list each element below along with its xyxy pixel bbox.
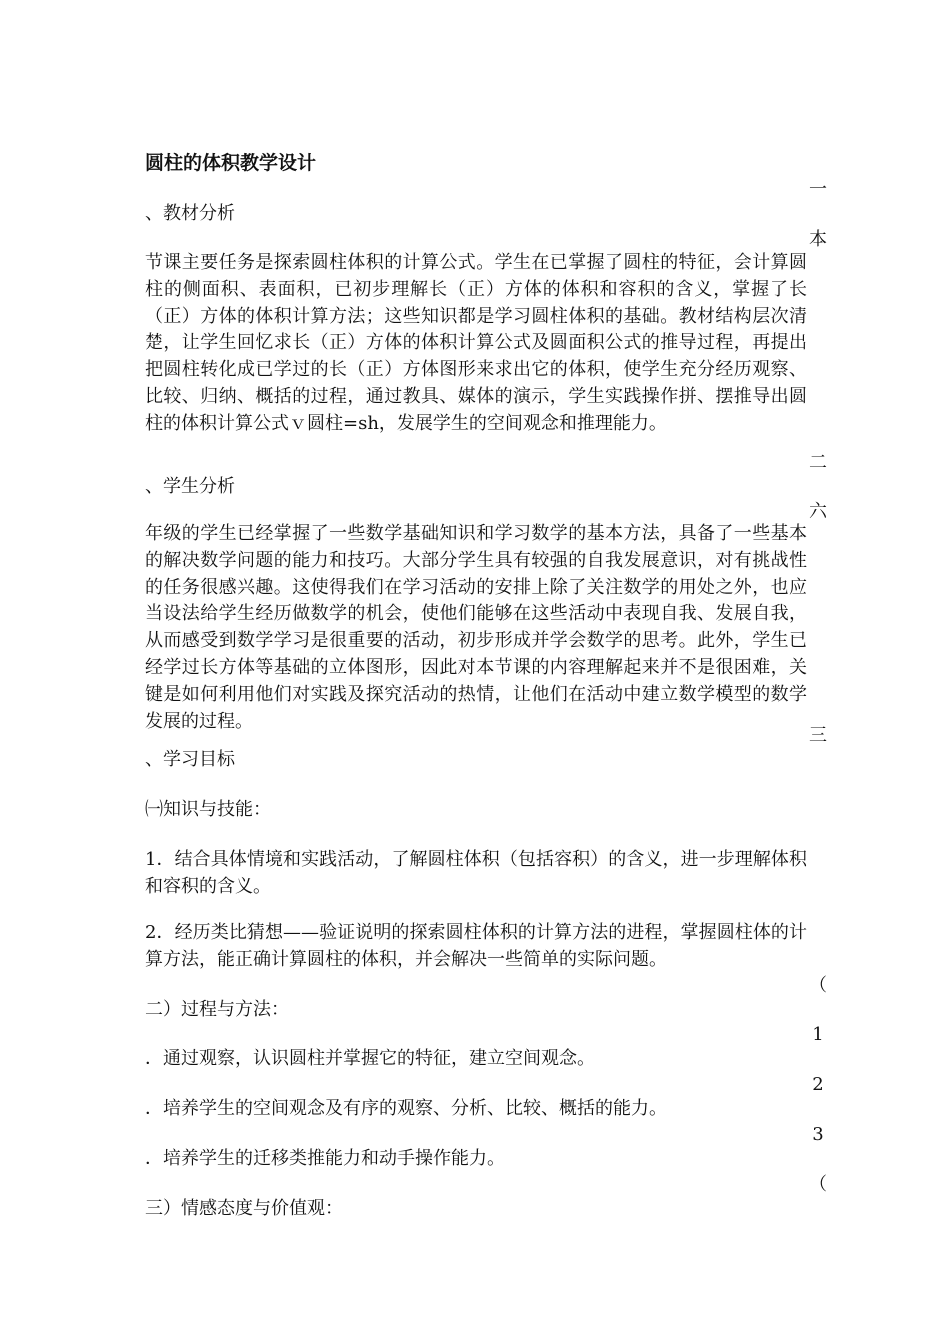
margin-glyph: 六 [809, 501, 827, 522]
list-item-process-3: ．培养学生的迁移类推能力和动手操作能力。 [145, 1148, 505, 1169]
margin-glyph: 本 [809, 229, 827, 250]
margin-glyph: 三 [809, 725, 827, 746]
paragraph-textbook-analysis: 节课主要任务是探索圆柱体积的计算公式。学生在已掌握了圆柱的特征，会计算圆柱的侧面积、表面积，已初步理解长（正）方体的体积和容积的含义，掌握了长（正）方体的体积计算方法；这些知识都是学习圆柱体积的基础。教材结构层次清楚，让学生回忆求长（正）方体的体积计算公式及圆面积公式的推导过程，再提出把圆柱转化成已学过的长（正）方体图形来求出它的体积，使学生充分经历观察、比较、归纳、概括的过程，通过教具、媒体的演示，学生实践操作拼、摆推导出圆柱的体积计算公式ｖ圆柱=sh，发展学生的空间观念和推理能力。 [145, 252, 807, 434]
subheading-process-methods: 二）过程与方法： [145, 999, 289, 1020]
list-item-process-1: ．通过观察，认识圆柱并掌握它的特征，建立空间观念。 [145, 1048, 595, 1069]
document-title: 圆柱的体积教学设计 [145, 152, 317, 174]
margin-glyph: 3 [812, 1124, 824, 1145]
section-heading-learning-goals: 、学习目标 [145, 749, 235, 770]
margin-glyph: 一 [809, 179, 827, 200]
list-item-process-2: ．培养学生的空间观念及有序的观察、分析、比较、概括的能力。 [145, 1098, 667, 1119]
subheading-knowledge-skills: ㈠知识与技能： [145, 799, 271, 820]
section-heading-student-analysis: 、学生分析 [145, 476, 235, 497]
subheading-emotion-values: 三）情感态度与价值观： [145, 1198, 343, 1219]
section-heading-textbook-analysis: 、教材分析 [145, 203, 235, 224]
list-item-2: 2．经历类比猜想——验证说明的探索圆柱体积的计算方法的进程，掌握圆柱体的计算方法，能正确计算圆柱的体积，并会解决一些简单的实际问题。 [145, 922, 807, 970]
list-item-1: 1．结合具体情境和实践活动，了解圆柱体积（包括容积）的含义，进一步理解体积和容积的含义。 [145, 849, 807, 897]
paragraph-student-analysis: 年级的学生已经掌握了一些数学基础知识和学习数学的基本方法，具备了一些基本的解决数学问题的能力和技巧。大部分学生具有较强的自我发展意识，对有挑战性的任务很感兴趣。这使得我们在学习活动的安排上除了关注数学的用处之外，也应当设法给学生经历做数学的机会，使他们能够在这些活动中表现自我、发展自我，从而感受到数学学习是很重要的活动，初步形成并学会数学的思考。此外，学生已经学过长方体等基础的立体图形，因此对本节课的内容理解起来并不是很困难，关键是如何利用他们对实践及探究活动的热情，让他们在活动中建立数学模型的数学发展的过程。 [145, 523, 807, 732]
margin-glyph: （ [809, 1174, 827, 1195]
margin-glyph: （ [809, 975, 827, 996]
margin-glyph: 二 [809, 452, 827, 473]
margin-glyph: 1 [812, 1024, 824, 1045]
margin-glyph: 2 [812, 1074, 824, 1095]
